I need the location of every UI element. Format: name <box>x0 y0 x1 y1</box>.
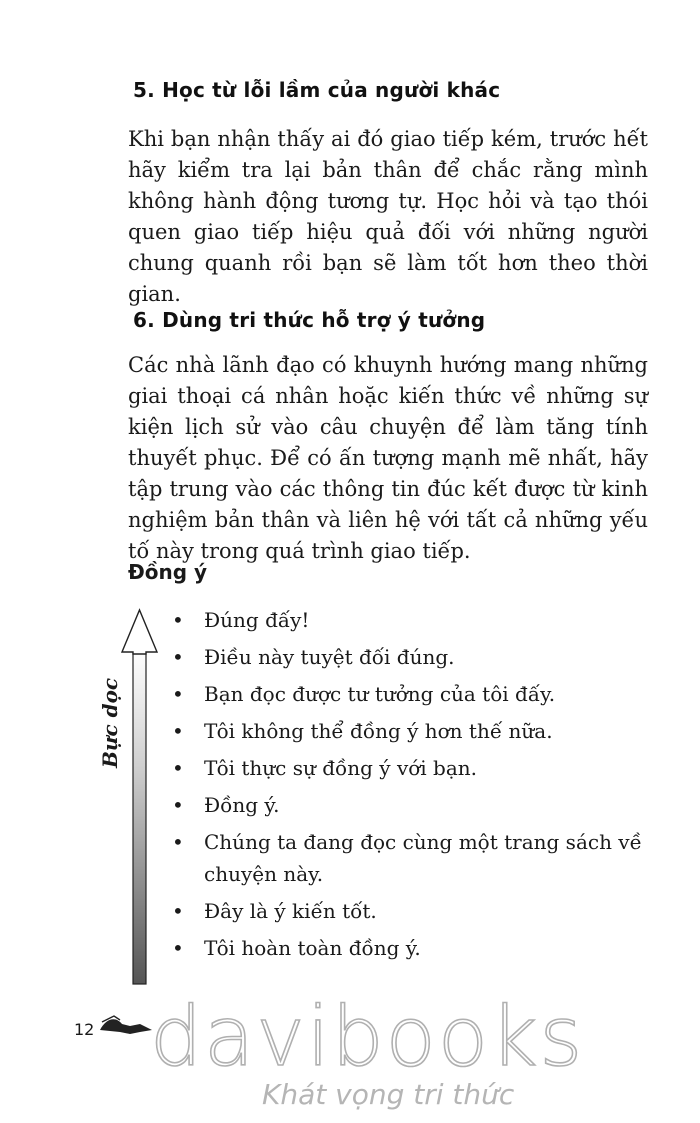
section-5-paragraph: Khi bạn nhận thấy ai đó giao tiếp kém, trước hết hãy kiểm tra lại bản thân để chắc rằng mình không hành động tương tự. Học hỏi và tạo thói quen giao tiếp hiệu quả đối với những người chung quanh rồi bạn sẽ làm tốt hơn theo thời gian. <box>128 127 648 306</box>
page-number: 12 <box>74 1020 95 1039</box>
list-item: • Đây là ý kiến tốt. <box>172 895 652 927</box>
scale-label: Bực dọc <box>98 677 122 768</box>
watermark-slogan: Khát vọng tri thức <box>262 1078 515 1111</box>
section-6-heading: 6. Dùng tri thức hỗ trợ ý tưởng <box>133 308 486 332</box>
section-5-heading: 5. Học từ lỗi lầm của người khác <box>133 78 501 102</box>
runner-icon <box>96 1012 154 1038</box>
watermark-logo: davibooks <box>150 990 585 1085</box>
list-item: • Đồng ý. <box>172 789 652 821</box>
list-item: • Điều này tuyệt đối đúng. <box>172 641 652 673</box>
list-item: • Tôi thực sự đồng ý với bạn. <box>172 752 652 784</box>
list-item: • Tôi không thể đồng ý hơn thế nữa. <box>172 715 652 747</box>
list-item: • Chúng ta đang đọc cùng một trang sách về chuyện này. <box>172 826 652 890</box>
agree-list <box>172 604 652 969</box>
scale-arrow-icon <box>120 606 160 988</box>
section-6-paragraph: Các nhà lãnh đạo có khuynh hướng mang những giai thoại cá nhân hoặc kiến thức về những sự kiện lịch sử vào câu chuyện để làm tăng tính thuyết phục. Để có ấn tượng mạnh mẽ nhất, hãy tập trung vào các thông tin đúc kết được từ kinh nghiệm bản thân và liên hệ với tất cả những yếu tố này trong quá trình giao tiếp. <box>128 353 648 563</box>
list-item: • Tôi hoàn toàn đồng ý. <box>172 932 652 964</box>
list-item: • Bạn đọc được tư tưởng của tôi đấy. <box>172 678 652 710</box>
list-item: • Đúng đấy! <box>172 604 652 636</box>
agree-title: Đồng ý <box>128 560 208 584</box>
